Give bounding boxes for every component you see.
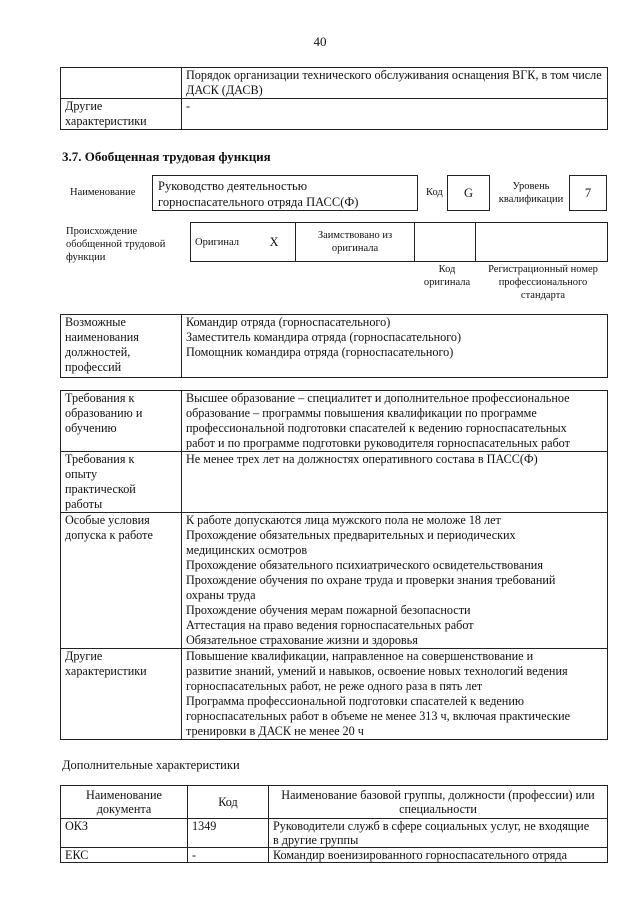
additional-table [60, 785, 608, 863]
function-name-box [152, 175, 418, 211]
label-line: характеристики [65, 664, 147, 678]
caption-line: Регистрационный номер [488, 264, 598, 275]
label-line: образованию и [65, 406, 143, 420]
header-line: документа [96, 802, 152, 816]
table-row [191, 223, 608, 262]
original-label: Оригинал [191, 223, 254, 262]
name-cell [269, 819, 608, 848]
label-line: практической [65, 482, 136, 496]
table-row [61, 513, 608, 649]
admission-value [182, 513, 608, 649]
function-name-line: Руководство деятельностью [158, 179, 308, 193]
text-line: развитие знаний, умений и навыков, освоение новых технологий ведения [186, 664, 568, 678]
row-label: Другие характеристики [61, 99, 182, 130]
label-line: профессий [65, 360, 122, 374]
positions-values [182, 315, 608, 378]
additional-title: Дополнительные характеристики [62, 758, 240, 772]
page-number: 40 [313, 34, 327, 49]
text-line: образование – программы повышения квалификации по программе [186, 406, 537, 420]
origin-label [66, 225, 165, 264]
code-original-cell [415, 223, 476, 262]
origin-label-line: Происхождение [66, 226, 138, 237]
text-line: горноспасательных работ, не реже одного раза в пять лет [186, 679, 483, 693]
text-line: Прохождение обучения мерам пожарной безопасности [186, 603, 471, 617]
text-line: медицинских осмотров [186, 543, 308, 557]
positions-label [61, 315, 182, 378]
text-line: Прохождение обучения по охране труда и проверки знания требований [186, 573, 556, 587]
caption-reg-number [480, 263, 606, 302]
education-value [182, 391, 608, 452]
caption-line: профессионального [498, 277, 588, 288]
caption-code-original [416, 263, 478, 289]
text-line: Не менее трех лет на должностях оперативного состава в ПАСС(Ф) [186, 452, 538, 466]
level-label-line: квалификации [498, 194, 564, 205]
function-name-line: горноспасательного отряда ПАСС(Ф) [158, 195, 359, 209]
table-row [61, 819, 608, 848]
section-title: 3.7. Обобщенная трудовая функция [62, 149, 271, 164]
table-cell-empty [61, 68, 182, 99]
doc-cell: ЕКС [61, 848, 188, 863]
continuation-table [60, 67, 608, 130]
header-line: Наименование базовой группы, должности (профессии) или [281, 788, 595, 802]
text-line: Программа профессиональной подготовки спасателей к ведению [186, 694, 524, 708]
origin-label-line: функции [66, 252, 106, 263]
caption-line: Код [438, 264, 456, 275]
table-cell: - [182, 99, 608, 130]
name-label: Наименование [70, 187, 136, 198]
experience-label [61, 452, 182, 513]
header-line: специальности [399, 802, 477, 816]
label-line: работы [65, 497, 103, 511]
text-line: профессиональной подготовки спасателей к ведению горноспасательных [186, 421, 567, 435]
table-row [61, 68, 608, 99]
other-value [182, 649, 608, 740]
label-line: Требования к [65, 452, 135, 466]
table-row [61, 99, 608, 130]
label-line: наименования [65, 330, 139, 344]
reg-number-cell [476, 223, 608, 262]
text-line: Повышение квалификации, направленное на совершенствование и [186, 649, 534, 663]
position-item: Командир отряда (горноспасательного) [186, 315, 391, 329]
label-line: должностей, [65, 345, 131, 359]
name-cell [269, 848, 608, 863]
header-code: Код [188, 786, 269, 819]
label-line: опыту [65, 467, 98, 481]
text-line: Высшее образование – специалитет и дополнительное профессиональное [186, 391, 570, 405]
text-line: работ и по программе подготовки руководителя горноспасательных работ [186, 436, 570, 450]
text-line: Прохождение обязательного психиатрического освидетельствования [186, 558, 543, 572]
label-line: Требования к [65, 391, 135, 405]
borrowed-label-line: Заимствовано из [317, 230, 393, 241]
table-header-row [61, 786, 608, 819]
header-line: Наименование [86, 788, 162, 802]
header-name [269, 786, 608, 819]
borrowed-label [296, 223, 415, 262]
label-line: допуска к работе [65, 528, 153, 542]
positions-table [60, 314, 608, 378]
text-line: охраны труда [186, 588, 256, 602]
position-item: Заместитель командира отряда (горноспасательного) [186, 330, 462, 344]
text-line: в другие группы [273, 833, 359, 847]
requirements-table [60, 390, 608, 740]
origin-table [190, 222, 608, 262]
label-line: Особые условия [65, 513, 150, 527]
code-value-box: G [447, 175, 490, 211]
code-label: Код [426, 187, 443, 198]
text-line: Прохождение обязательных предварительных и периодических [186, 528, 516, 542]
level-value-box: 7 [569, 175, 607, 211]
table-row [61, 649, 608, 740]
education-label [61, 391, 182, 452]
position-item: Помощник командира отряда (горноспасательного) [186, 345, 454, 359]
doc-cell: ОКЗ [61, 819, 188, 848]
code-cell: 1349 [188, 819, 269, 848]
text-line: горноспасательных работ в объеме не менее 313 ч, включая практические [186, 709, 571, 723]
origin-label-line: обобщенной трудовой [66, 239, 166, 250]
header-doc [61, 786, 188, 819]
text-line: тренировки в ДАСК не менее 20 ч [186, 724, 364, 738]
table-row [61, 848, 608, 863]
table-row [61, 391, 608, 452]
table-row [61, 315, 608, 378]
label-line: Другие [65, 649, 103, 663]
table-row [61, 452, 608, 513]
other-label [61, 649, 182, 740]
text-line: Обязательное страхование жизни и здоровья [186, 633, 418, 647]
text-line: Аттестация на право ведения горноспасательных работ [186, 618, 474, 632]
table-cell: Порядок организации технического обслуживания оснащения ВГК, в том числе ДАСК (ДАСВ) [182, 68, 608, 99]
code-cell: - [188, 848, 269, 863]
text-line: К работе допускаются лица мужского пола не моложе 18 лет [186, 513, 501, 527]
caption-line: стандарта [520, 290, 566, 301]
experience-value [182, 452, 608, 513]
borrowed-label-line: оригинала [331, 243, 379, 254]
level-label [494, 180, 568, 206]
text-line: Руководители служб в сфере социальных услуг, не входящие [273, 819, 590, 833]
label-line: обучению [65, 421, 117, 435]
label-line: Возможные [65, 315, 126, 329]
level-label-line: Уровень [512, 181, 550, 192]
admission-label [61, 513, 182, 649]
caption-line: оригинала [423, 277, 471, 288]
original-mark: X [253, 223, 296, 262]
text-line: Командир военизированного горноспасательного отряда [273, 848, 568, 862]
